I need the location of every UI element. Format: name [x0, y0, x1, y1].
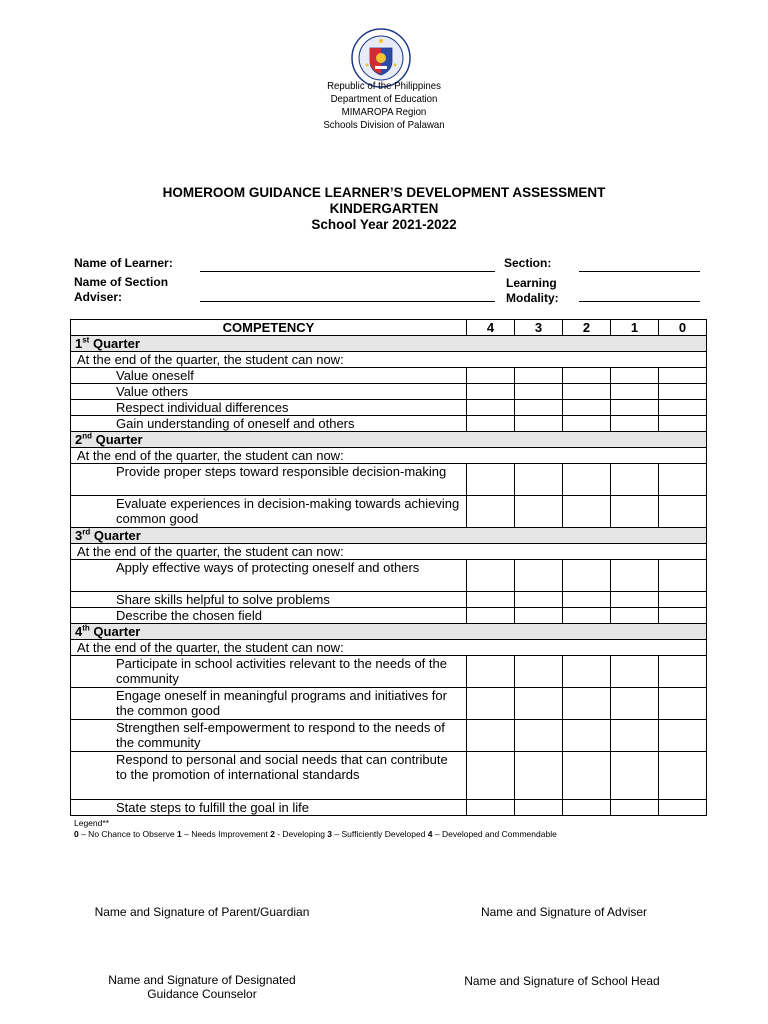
competency-item: State steps to fulfill the goal in life — [71, 800, 467, 816]
score-header-1: 1 — [611, 320, 659, 336]
section-adviser-label: Name of Section Adviser: — [74, 275, 169, 304]
table-row — [71, 464, 707, 496]
legend-title: Legend** — [74, 818, 109, 828]
intro-row: At the end of the quarter, the student can now: — [71, 640, 707, 656]
score-header-4: 4 — [467, 320, 515, 336]
table-row — [71, 656, 707, 688]
score-cell[interactable] — [467, 656, 515, 688]
score-cell[interactable] — [563, 368, 611, 384]
table-row — [71, 416, 707, 432]
quarter-4-heading: 4th Quarter — [71, 624, 707, 640]
score-cell[interactable] — [611, 720, 659, 752]
score-cell[interactable] — [659, 720, 707, 752]
score-cell[interactable] — [467, 368, 515, 384]
document-title — [0, 185, 768, 233]
score-cell[interactable] — [467, 592, 515, 608]
intro-row: At the end of the quarter, the student can now: — [71, 352, 707, 368]
learning-modality-field[interactable] — [579, 301, 700, 302]
score-cell[interactable] — [515, 608, 563, 624]
competency-item: Gain understanding of oneself and others — [71, 416, 467, 432]
competency-item: Respond to personal and social needs that can contribute to the promotion of international standards — [71, 752, 467, 800]
score-cell[interactable] — [467, 752, 515, 800]
table-header-row — [71, 320, 707, 336]
table-row — [71, 400, 707, 416]
title-school-year: School Year 2021-2022 — [311, 217, 457, 232]
score-cell[interactable] — [515, 752, 563, 800]
quarter-1-row — [71, 336, 707, 352]
learner-name-field[interactable] — [200, 271, 495, 272]
score-cell[interactable] — [563, 384, 611, 400]
score-cell[interactable] — [563, 688, 611, 720]
table-row — [71, 608, 707, 624]
letterhead-region: MIMAROPA Region — [341, 106, 427, 118]
competency-item: Value others — [71, 384, 467, 400]
letterhead-country: Republic of the Philippines — [327, 80, 441, 92]
competency-item: Provide proper steps toward responsible decision-making — [71, 464, 467, 496]
intro-row: At the end of the quarter, the student can now: — [71, 544, 707, 560]
table-row — [71, 368, 707, 384]
score-cell[interactable] — [611, 464, 659, 496]
score-cell[interactable] — [659, 752, 707, 800]
score-cell[interactable] — [659, 656, 707, 688]
score-cell[interactable] — [515, 720, 563, 752]
score-cell[interactable] — [515, 368, 563, 384]
section-adviser-field[interactable] — [200, 301, 495, 302]
letterhead-department: Department of Education — [330, 93, 438, 105]
score-cell[interactable] — [467, 416, 515, 432]
score-cell[interactable] — [515, 656, 563, 688]
score-cell[interactable] — [611, 800, 659, 816]
score-cell[interactable] — [563, 400, 611, 416]
score-cell[interactable] — [611, 400, 659, 416]
score-cell[interactable] — [659, 400, 707, 416]
score-cell[interactable] — [467, 560, 515, 592]
score-cell[interactable] — [515, 800, 563, 816]
score-header-3: 3 — [515, 320, 563, 336]
score-cell[interactable] — [563, 656, 611, 688]
score-cell[interactable] — [467, 720, 515, 752]
score-cell[interactable] — [563, 592, 611, 608]
competency-item: Engage oneself in meaningful programs and initiatives for the common good — [71, 688, 467, 720]
competency-item: Participate in school activities relevant to the needs of the community — [71, 656, 467, 688]
score-cell[interactable] — [515, 416, 563, 432]
letterhead-division: Schools Division of Palawan — [323, 119, 445, 131]
quarter-1-heading: 1st Quarter — [71, 336, 707, 352]
score-cell[interactable] — [563, 560, 611, 592]
learning-modality-label: Learning Modality: — [506, 276, 559, 305]
score-cell[interactable] — [563, 800, 611, 816]
table-row — [71, 752, 707, 800]
competency-item: Strengthen self-empowerment to respond to the needs of the community — [71, 720, 467, 752]
score-cell[interactable] — [467, 400, 515, 416]
score-cell[interactable] — [659, 688, 707, 720]
score-cell[interactable] — [611, 752, 659, 800]
score-cell[interactable] — [611, 496, 659, 528]
competency-item: Evaluate experiences in decision-making towards achieving common good — [71, 496, 467, 528]
score-cell[interactable] — [515, 400, 563, 416]
quarter-2-heading: 2nd Quarter — [71, 432, 707, 448]
score-cell[interactable] — [611, 384, 659, 400]
score-cell[interactable] — [611, 560, 659, 592]
title-grade: KINDERGARTEN — [329, 201, 439, 216]
competency-item: Respect individual differences — [71, 400, 467, 416]
table-row — [71, 496, 707, 528]
table-row — [71, 720, 707, 752]
score-cell[interactable] — [659, 800, 707, 816]
score-cell[interactable] — [563, 608, 611, 624]
quarter-4-row — [71, 624, 707, 640]
competency-item: Share skills helpful to solve problems — [71, 592, 467, 608]
section-field[interactable] — [579, 271, 700, 272]
section-label: Section: — [504, 256, 552, 270]
adviser-signature-label: Name and Signature of Adviser — [480, 905, 648, 919]
score-cell[interactable] — [515, 688, 563, 720]
legend-scale: 0 – No Chance to Observe 1 – Needs Improvement 2 - Developing 3 – Sufficiently Developed 4 – Developed and Commendable — [74, 829, 557, 839]
table-row — [71, 560, 707, 592]
score-cell[interactable] — [515, 560, 563, 592]
letterhead — [0, 80, 768, 132]
competency-item: Value oneself — [71, 368, 467, 384]
table-row — [71, 688, 707, 720]
score-cell[interactable] — [515, 496, 563, 528]
score-header-2: 2 — [563, 320, 611, 336]
quarter-3-row — [71, 528, 707, 544]
parent-signature-label: Name and Signature of Parent/Guardian — [94, 905, 310, 919]
score-cell[interactable] — [563, 496, 611, 528]
score-cell[interactable] — [563, 752, 611, 800]
title-main: HOMEROOM GUIDANCE LEARNER’S DEVELOPMENT ASSESSMENT — [162, 185, 606, 200]
score-cell[interactable] — [611, 656, 659, 688]
score-cell[interactable] — [467, 688, 515, 720]
table-row — [71, 384, 707, 400]
score-cell[interactable] — [611, 608, 659, 624]
score-cell[interactable] — [659, 608, 707, 624]
table-row — [71, 592, 707, 608]
score-cell[interactable] — [467, 608, 515, 624]
score-cell[interactable] — [659, 464, 707, 496]
score-cell[interactable] — [563, 720, 611, 752]
score-cell[interactable] — [611, 592, 659, 608]
score-cell[interactable] — [659, 560, 707, 592]
learner-name-label: Name of Learner: — [74, 256, 173, 270]
competency-item: Apply effective ways of protecting oneself and others — [71, 560, 467, 592]
deped-seal-icon — [351, 28, 411, 88]
intro-row: At the end of the quarter, the student can now: — [71, 448, 707, 464]
score-cell[interactable] — [467, 800, 515, 816]
score-header-0: 0 — [659, 320, 707, 336]
score-cell[interactable] — [659, 368, 707, 384]
score-cell[interactable] — [467, 464, 515, 496]
competency-table — [70, 319, 707, 816]
score-cell[interactable] — [467, 384, 515, 400]
score-cell[interactable] — [659, 496, 707, 528]
score-cell[interactable] — [611, 368, 659, 384]
score-cell[interactable] — [467, 496, 515, 528]
score-cell[interactable] — [659, 416, 707, 432]
score-cell[interactable] — [563, 464, 611, 496]
score-cell[interactable] — [611, 688, 659, 720]
score-cell[interactable] — [515, 592, 563, 608]
competency-item: Describe the chosen field — [71, 608, 467, 624]
score-cell[interactable] — [563, 416, 611, 432]
score-cell[interactable] — [611, 416, 659, 432]
score-cell[interactable] — [515, 464, 563, 496]
score-cell[interactable] — [659, 384, 707, 400]
school-head-signature-label: Name and Signature of School Head — [464, 974, 660, 988]
table-row — [71, 800, 707, 816]
counselor-signature-label: Name and Signature of Designated Guidance Counselor — [108, 973, 296, 1001]
score-cell[interactable] — [515, 384, 563, 400]
quarter-2-row — [71, 432, 707, 448]
score-cell[interactable] — [659, 592, 707, 608]
quarter-3-heading: 3rd Quarter — [71, 528, 707, 544]
competency-header: COMPETENCY — [71, 320, 467, 336]
